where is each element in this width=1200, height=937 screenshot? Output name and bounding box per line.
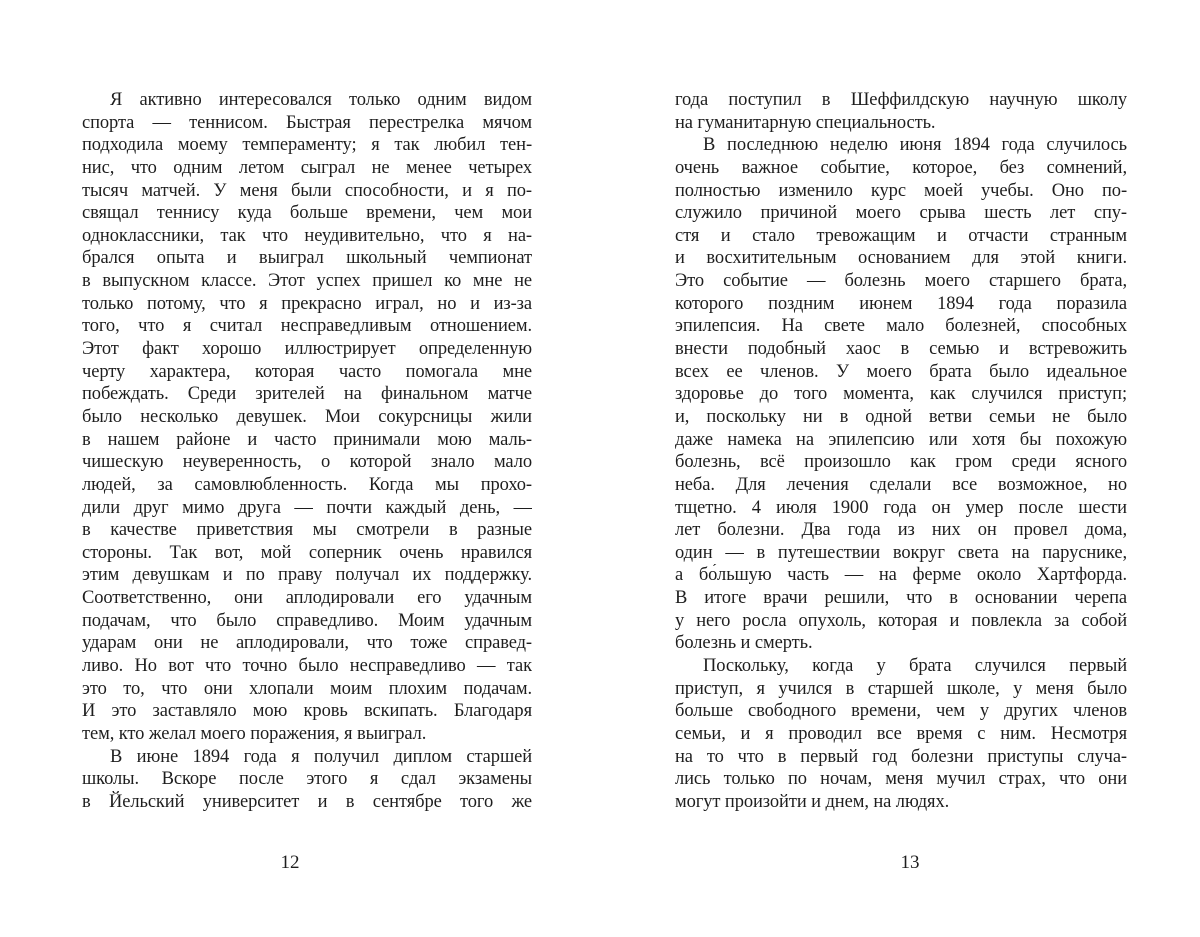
text-line: и, поскольку ни в одной ветви семьи не было	[675, 406, 1127, 427]
text-line: было несколько девушек. Мои сокурсницы жили	[82, 406, 532, 427]
text-line: спорта — теннисом. Быстрая перестрелка мячом	[82, 112, 532, 133]
text-line: тщетно. 4 июля 1900 года он умер после шести	[675, 497, 1127, 518]
text-line: школы. Вскоре после этого я сдал экзамены	[82, 769, 532, 790]
text-line: того, что я считал несправедливым отношением.	[82, 316, 532, 337]
text-line: и восхитительным основанием для этой книги.	[675, 248, 1127, 269]
text-line: болезнь и смерть.	[675, 633, 813, 654]
text-line: здоровье до того момента, как случился приступ;	[675, 384, 1127, 405]
text-line: года поступил в Шеффилдскую научную школу	[675, 90, 1127, 110]
text-line: эпилепсия. На свете мало болезней, способных	[675, 316, 1127, 337]
page-left-text	[82, 89, 532, 814]
text-line: стороны. Так вот, мой соперник очень нравился	[82, 542, 532, 563]
text-line: которого поздним июнем 1894 года поразила	[675, 293, 1127, 314]
text-line: полностью изменило курс моей учебы. Оно по-	[675, 180, 1127, 201]
text-line: свящал теннису куда больше времени, чем мои	[82, 203, 532, 224]
text-line: а бо́льшую часть — на ферме около Хартфорда.	[675, 565, 1127, 586]
text-line: этим девушкам и по праву получал их поддержку.	[82, 565, 532, 586]
text-line: лись только по ночам, меня мучил страх, что они	[675, 769, 1127, 790]
text-line: подходила моему темпераменту; я так любил тен-	[82, 135, 532, 156]
page-number-right: 13	[900, 852, 920, 873]
text-line: В итоге врачи решили, что в основании черепа	[675, 588, 1127, 609]
text-line: один — в путешествии вокруг света на паруснике,	[675, 542, 1127, 563]
text-line: в нашем районе и часто принимали мою маль-	[82, 429, 532, 450]
text-line: Соответственно, они аплодировали его удачным	[82, 588, 532, 609]
text-line: В июне 1894 года я получил диплом старшей	[110, 746, 532, 767]
text-line: ливо. Но вот что точно было несправедливо — так	[82, 656, 532, 677]
text-line: Это событие — болезнь моего старшего брата,	[675, 271, 1127, 292]
text-line: черту характера, которая часто помогала мне	[82, 361, 532, 382]
text-line: дили друг мимо друга — почти каждый день, —	[82, 497, 532, 518]
text-line: внести подобный хаос в семью и встревожить	[675, 339, 1127, 360]
text-line: нис, что одним летом сыграл не менее четырех	[82, 157, 532, 178]
text-line: Этот факт хорошо иллюстрирует определенную	[82, 339, 532, 360]
text-line: даже намека на эпилепсию или хотя бы похожую	[675, 429, 1127, 450]
text-line: могут произойти и днем, на людях.	[675, 791, 950, 812]
page-number-left: 12	[280, 852, 300, 873]
text-line: одноклассники, так что неудивительно, что я на-	[82, 225, 532, 246]
text-line: чишескую неуверенность, о которой знало мало	[82, 452, 532, 473]
text-line: тысяч матчей. У меня были способности, и я по-	[82, 180, 532, 201]
text-line: это то, что они хлопали моим плохим подачам.	[82, 678, 532, 699]
text-line: тем, кто желал моего поражения, я выиграл.	[82, 723, 427, 744]
text-line: в выпускном классе. Этот успех пришел ко мне не	[82, 271, 532, 292]
text-line: приступ, я учился в старшей школе, у меня было	[675, 678, 1127, 699]
text-line: лет болезни. Два года из них он провел дома,	[675, 520, 1127, 541]
text-line: в качестве приветствия мы смотрели в разные	[82, 520, 532, 541]
text-line: болезнь, всё произошло как гром среди ясного	[675, 452, 1127, 473]
page-right-text	[675, 89, 1127, 814]
text-line: И это заставляло мою кровь вскипать. Благодаря	[82, 701, 532, 722]
text-line: всех ее членов. У моего брата было идеальное	[675, 361, 1127, 382]
text-line: побеждать. Среди зрителей на финальном матче	[82, 384, 532, 405]
text-line: у него росла опухоль, которая и повлекла за собой	[675, 610, 1127, 631]
text-line: людей, за самовлюбленность. Когда мы прохо-	[82, 474, 532, 495]
text-line: Поскольку, когда у брата случился первый	[703, 656, 1127, 677]
text-line: брался опыта и выиграл школьный чемпионат	[82, 248, 532, 269]
text-line: семьи, и я проводил все время с ним. Несмотря	[675, 723, 1127, 744]
text-line: подачам, что было справедливо. Моим удачным	[82, 610, 532, 631]
text-line: служило причиной моего срыва шесть лет спу-	[675, 203, 1127, 224]
text-line: в Йельский университет и в сентябре того же	[82, 791, 532, 812]
text-line: на гуманитарную специальность.	[675, 112, 936, 133]
text-line: только потому, что я прекрасно играл, но и из-за	[82, 293, 532, 314]
text-line: на то что в первый год болезни приступы случа-	[675, 746, 1127, 767]
text-line: ударам они не аплодировали, что тоже справед-	[82, 633, 532, 654]
text-line: неба. Для лечения сделали все возможное, но	[675, 474, 1127, 495]
text-line: В последнюю неделю июня 1894 года случилось	[703, 135, 1127, 156]
text-line: стя и стало тревожащим и отчасти странным	[675, 225, 1127, 246]
text-line: Я активно интересовался только одним видом	[110, 90, 532, 110]
text-line: очень важное событие, которое, без сомнений,	[675, 157, 1127, 178]
text-line: больше свободного времени, чем у других членов	[675, 701, 1127, 722]
